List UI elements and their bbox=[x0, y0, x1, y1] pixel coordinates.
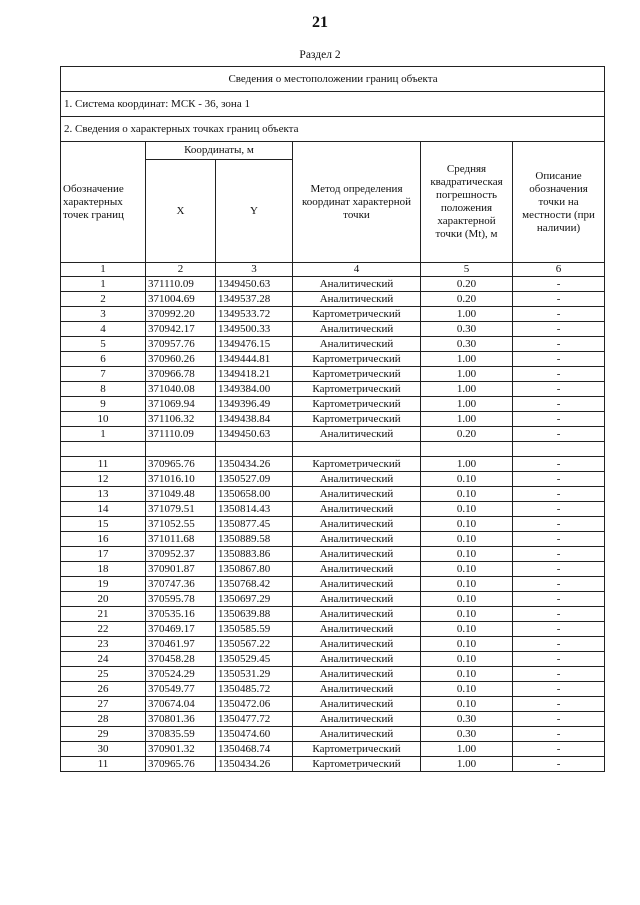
cell-point-number: 19 bbox=[61, 577, 146, 592]
header-x: X bbox=[146, 160, 216, 263]
cell-accuracy: 1.00 bbox=[421, 757, 513, 772]
cell-method: Аналитический bbox=[293, 532, 421, 547]
cell-method bbox=[293, 442, 421, 457]
table-row bbox=[61, 352, 605, 367]
table-row bbox=[61, 532, 605, 547]
cell-method: Аналитический bbox=[293, 577, 421, 592]
table-row bbox=[61, 397, 605, 412]
table-row bbox=[61, 622, 605, 637]
cell-description: - bbox=[513, 637, 605, 652]
cell-point-number: 4 bbox=[61, 322, 146, 337]
table-row bbox=[61, 427, 605, 442]
cell-x: 370965.76 bbox=[146, 457, 216, 472]
table-title: Сведения о местоположении границ объекта bbox=[61, 67, 605, 92]
cell-point-number: 11 bbox=[61, 757, 146, 772]
cell-description: - bbox=[513, 382, 605, 397]
cell-accuracy: 1.00 bbox=[421, 352, 513, 367]
cell-y: 1350531.29 bbox=[216, 667, 293, 682]
cell-y: 1349450.63 bbox=[216, 277, 293, 292]
cell-y: 1349418.21 bbox=[216, 367, 293, 382]
header-designation: Обозначение характерных точек границ bbox=[61, 142, 146, 263]
points-heading-row: 2. Сведения о характерных точках границ объекта bbox=[61, 117, 605, 142]
table-row bbox=[61, 607, 605, 622]
cell-point-number: 21 bbox=[61, 607, 146, 622]
cell-accuracy bbox=[421, 442, 513, 457]
cell-method: Картометрический bbox=[293, 397, 421, 412]
cell-accuracy: 0.20 bbox=[421, 277, 513, 292]
table-row bbox=[61, 292, 605, 307]
page-number: 21 bbox=[312, 14, 328, 31]
cell-accuracy: 0.30 bbox=[421, 337, 513, 352]
cell-accuracy: 0.20 bbox=[421, 427, 513, 442]
cell-description: - bbox=[513, 592, 605, 607]
cell-accuracy: 0.20 bbox=[421, 292, 513, 307]
cell-x: 370595.78 bbox=[146, 592, 216, 607]
column-number: 3 bbox=[216, 263, 293, 277]
cell-description bbox=[513, 442, 605, 457]
cell-method: Аналитический bbox=[293, 337, 421, 352]
cell-point-number: 23 bbox=[61, 637, 146, 652]
cell-x: 370966.78 bbox=[146, 367, 216, 382]
cell-description: - bbox=[513, 397, 605, 412]
cell-y: 1349476.15 bbox=[216, 337, 293, 352]
cell-accuracy: 0.10 bbox=[421, 682, 513, 697]
cell-accuracy: 1.00 bbox=[421, 457, 513, 472]
cell-point-number: 27 bbox=[61, 697, 146, 712]
cell-x: 371052.55 bbox=[146, 517, 216, 532]
cell-description: - bbox=[513, 322, 605, 337]
table-row bbox=[61, 382, 605, 397]
table-row bbox=[61, 562, 605, 577]
cell-y: 1350434.26 bbox=[216, 457, 293, 472]
cell-description: - bbox=[513, 652, 605, 667]
cell-description: - bbox=[513, 412, 605, 427]
cell-y bbox=[216, 442, 293, 457]
cell-x: 371110.09 bbox=[146, 427, 216, 442]
cell-method: Аналитический bbox=[293, 652, 421, 667]
cell-y: 1350468.74 bbox=[216, 742, 293, 757]
cell-description: - bbox=[513, 562, 605, 577]
cell-y: 1350889.58 bbox=[216, 532, 293, 547]
cell-accuracy: 0.10 bbox=[421, 577, 513, 592]
cell-y: 1349438.84 bbox=[216, 412, 293, 427]
cell-accuracy: 1.00 bbox=[421, 412, 513, 427]
cell-y: 1350527.09 bbox=[216, 472, 293, 487]
cell-description: - bbox=[513, 577, 605, 592]
cell-point-number: 26 bbox=[61, 682, 146, 697]
cell-x: 371016.10 bbox=[146, 472, 216, 487]
cell-y: 1350877.45 bbox=[216, 517, 293, 532]
cell-description: - bbox=[513, 607, 605, 622]
cell-description: - bbox=[513, 277, 605, 292]
table-row bbox=[61, 697, 605, 712]
cell-description: - bbox=[513, 622, 605, 637]
column-number-row bbox=[61, 263, 605, 277]
cell-y: 1350867.80 bbox=[216, 562, 293, 577]
cell-method: Аналитический bbox=[293, 667, 421, 682]
table-row bbox=[61, 592, 605, 607]
cell-x: 370461.97 bbox=[146, 637, 216, 652]
cell-point-number: 16 bbox=[61, 532, 146, 547]
cell-method: Аналитический bbox=[293, 727, 421, 742]
table-row bbox=[61, 637, 605, 652]
section-label: Раздел 2 bbox=[299, 49, 341, 61]
cell-y: 1349396.49 bbox=[216, 397, 293, 412]
cell-y: 1350585.59 bbox=[216, 622, 293, 637]
cell-x: 370458.28 bbox=[146, 652, 216, 667]
cell-x: 371110.09 bbox=[146, 277, 216, 292]
cell-accuracy: 0.10 bbox=[421, 667, 513, 682]
cell-accuracy: 0.10 bbox=[421, 487, 513, 502]
cell-description: - bbox=[513, 697, 605, 712]
cell-accuracy: 0.10 bbox=[421, 472, 513, 487]
cell-method: Картометрический bbox=[293, 412, 421, 427]
cell-description: - bbox=[513, 472, 605, 487]
cell-y: 1349384.00 bbox=[216, 382, 293, 397]
cell-description: - bbox=[513, 517, 605, 532]
table-row-separator bbox=[61, 442, 605, 457]
cell-point-number: 30 bbox=[61, 742, 146, 757]
table-row bbox=[61, 652, 605, 667]
table-row bbox=[61, 307, 605, 322]
cell-method: Аналитический bbox=[293, 517, 421, 532]
cell-description: - bbox=[513, 352, 605, 367]
header-method: Метод определения координат характерной точки bbox=[293, 142, 421, 263]
cell-y: 1350474.60 bbox=[216, 727, 293, 742]
cell-y: 1350529.45 bbox=[216, 652, 293, 667]
cell-method: Аналитический bbox=[293, 487, 421, 502]
cell-description: - bbox=[513, 727, 605, 742]
table-row bbox=[61, 667, 605, 682]
cell-x: 371069.94 bbox=[146, 397, 216, 412]
cell-y: 1350697.29 bbox=[216, 592, 293, 607]
cell-accuracy: 0.10 bbox=[421, 532, 513, 547]
cell-x: 370469.17 bbox=[146, 622, 216, 637]
cell-point-number: 15 bbox=[61, 517, 146, 532]
cell-accuracy: 0.10 bbox=[421, 562, 513, 577]
cell-description: - bbox=[513, 667, 605, 682]
cell-point-number: 24 bbox=[61, 652, 146, 667]
cell-method: Картометрический bbox=[293, 742, 421, 757]
cell-description: - bbox=[513, 547, 605, 562]
cell-point-number: 28 bbox=[61, 712, 146, 727]
cell-point-number: 5 bbox=[61, 337, 146, 352]
cell-x: 370992.20 bbox=[146, 307, 216, 322]
cell-point-number bbox=[61, 442, 146, 457]
cell-method: Аналитический bbox=[293, 637, 421, 652]
cell-point-number: 29 bbox=[61, 727, 146, 742]
column-number: 2 bbox=[146, 263, 216, 277]
cell-accuracy: 0.10 bbox=[421, 607, 513, 622]
cell-y: 1350477.72 bbox=[216, 712, 293, 727]
cell-method: Аналитический bbox=[293, 562, 421, 577]
header-coordinates: Координаты, м bbox=[146, 142, 293, 160]
cell-point-number: 1 bbox=[61, 427, 146, 442]
cell-method: Картометрический bbox=[293, 367, 421, 382]
cell-y: 1349500.33 bbox=[216, 322, 293, 337]
cell-x bbox=[146, 442, 216, 457]
table-row bbox=[61, 412, 605, 427]
table-row bbox=[61, 367, 605, 382]
cell-y: 1350814.43 bbox=[216, 502, 293, 517]
cell-point-number: 7 bbox=[61, 367, 146, 382]
cell-x: 370801.36 bbox=[146, 712, 216, 727]
cell-x: 370747.36 bbox=[146, 577, 216, 592]
cell-y: 1350658.00 bbox=[216, 487, 293, 502]
cell-x: 370960.26 bbox=[146, 352, 216, 367]
table-row bbox=[61, 742, 605, 757]
cell-y: 1350567.22 bbox=[216, 637, 293, 652]
table-row bbox=[61, 457, 605, 472]
cell-accuracy: 0.30 bbox=[421, 322, 513, 337]
cell-description: - bbox=[513, 757, 605, 772]
cell-point-number: 20 bbox=[61, 592, 146, 607]
cell-point-number: 18 bbox=[61, 562, 146, 577]
cell-y: 1350434.26 bbox=[216, 757, 293, 772]
cell-description: - bbox=[513, 367, 605, 382]
cell-accuracy: 1.00 bbox=[421, 397, 513, 412]
cell-accuracy: 0.10 bbox=[421, 652, 513, 667]
cell-x: 370524.29 bbox=[146, 667, 216, 682]
cell-x: 371040.08 bbox=[146, 382, 216, 397]
header-description: Описание обозначения точки на местности (при наличии) bbox=[513, 142, 605, 263]
cell-accuracy: 1.00 bbox=[421, 742, 513, 757]
cell-description: - bbox=[513, 457, 605, 472]
cell-method: Картометрический bbox=[293, 757, 421, 772]
table-row bbox=[61, 727, 605, 742]
cell-accuracy: 1.00 bbox=[421, 382, 513, 397]
cell-x: 371011.68 bbox=[146, 532, 216, 547]
cell-description: - bbox=[513, 532, 605, 547]
cell-accuracy: 0.10 bbox=[421, 697, 513, 712]
cell-point-number: 25 bbox=[61, 667, 146, 682]
cell-y: 1349533.72 bbox=[216, 307, 293, 322]
cell-x: 370942.17 bbox=[146, 322, 216, 337]
cell-point-number: 14 bbox=[61, 502, 146, 517]
cell-y: 1349444.81 bbox=[216, 352, 293, 367]
cell-description: - bbox=[513, 292, 605, 307]
cell-x: 370957.76 bbox=[146, 337, 216, 352]
cell-y: 1349537.28 bbox=[216, 292, 293, 307]
cell-x: 371079.51 bbox=[146, 502, 216, 517]
table-row bbox=[61, 517, 605, 532]
cell-y: 1349450.63 bbox=[216, 427, 293, 442]
cell-accuracy: 0.10 bbox=[421, 547, 513, 562]
cell-method: Аналитический bbox=[293, 427, 421, 442]
table-row bbox=[61, 757, 605, 772]
cell-description: - bbox=[513, 307, 605, 322]
cell-method: Аналитический bbox=[293, 472, 421, 487]
table-row bbox=[61, 547, 605, 562]
cell-point-number: 11 bbox=[61, 457, 146, 472]
cell-y: 1350472.06 bbox=[216, 697, 293, 712]
cell-method: Аналитический bbox=[293, 712, 421, 727]
table-row bbox=[61, 487, 605, 502]
cell-x: 371049.48 bbox=[146, 487, 216, 502]
cell-accuracy: 1.00 bbox=[421, 307, 513, 322]
cell-point-number: 6 bbox=[61, 352, 146, 367]
column-number: 4 bbox=[293, 263, 421, 277]
cell-description: - bbox=[513, 712, 605, 727]
cell-accuracy: 0.10 bbox=[421, 637, 513, 652]
cell-x: 370901.32 bbox=[146, 742, 216, 757]
cell-x: 371106.32 bbox=[146, 412, 216, 427]
cell-y: 1350768.42 bbox=[216, 577, 293, 592]
cell-description: - bbox=[513, 742, 605, 757]
cell-method: Аналитический bbox=[293, 607, 421, 622]
column-number: 6 bbox=[513, 263, 605, 277]
header-accuracy: Средняя квадратическая погрешность положения характерной точки (Mt), м bbox=[421, 142, 513, 263]
table-row bbox=[61, 577, 605, 592]
table-row bbox=[61, 682, 605, 697]
cell-description: - bbox=[513, 337, 605, 352]
cell-point-number: 17 bbox=[61, 547, 146, 562]
cell-x: 370674.04 bbox=[146, 697, 216, 712]
cell-description: - bbox=[513, 427, 605, 442]
cell-point-number: 1 bbox=[61, 277, 146, 292]
cell-accuracy: 0.10 bbox=[421, 592, 513, 607]
cell-point-number: 22 bbox=[61, 622, 146, 637]
cell-description: - bbox=[513, 502, 605, 517]
table-row bbox=[61, 322, 605, 337]
cell-y: 1350485.72 bbox=[216, 682, 293, 697]
cell-method: Аналитический bbox=[293, 502, 421, 517]
cell-method: Аналитический bbox=[293, 322, 421, 337]
cell-method: Аналитический bbox=[293, 292, 421, 307]
cell-x: 370535.16 bbox=[146, 607, 216, 622]
boundary-points-table bbox=[60, 66, 605, 772]
table-row bbox=[61, 472, 605, 487]
cell-method: Аналитический bbox=[293, 592, 421, 607]
table-row bbox=[61, 712, 605, 727]
cell-x: 370965.76 bbox=[146, 757, 216, 772]
cell-method: Аналитический bbox=[293, 697, 421, 712]
coord-system-row: 1. Система координат: МСК - 36, зона 1 bbox=[61, 92, 605, 117]
cell-y: 1350883.86 bbox=[216, 547, 293, 562]
cell-point-number: 13 bbox=[61, 487, 146, 502]
cell-x: 370549.77 bbox=[146, 682, 216, 697]
cell-accuracy: 0.10 bbox=[421, 517, 513, 532]
cell-method: Аналитический bbox=[293, 622, 421, 637]
cell-x: 371004.69 bbox=[146, 292, 216, 307]
cell-accuracy: 0.30 bbox=[421, 712, 513, 727]
cell-x: 370835.59 bbox=[146, 727, 216, 742]
cell-method: Картометрический bbox=[293, 352, 421, 367]
cell-point-number: 12 bbox=[61, 472, 146, 487]
cell-accuracy: 1.00 bbox=[421, 367, 513, 382]
cell-method: Картометрический bbox=[293, 382, 421, 397]
cell-y: 1350639.88 bbox=[216, 607, 293, 622]
cell-method: Картометрический bbox=[293, 307, 421, 322]
cell-description: - bbox=[513, 682, 605, 697]
cell-method: Аналитический bbox=[293, 547, 421, 562]
column-number: 5 bbox=[421, 263, 513, 277]
cell-accuracy: 0.10 bbox=[421, 502, 513, 517]
cell-point-number: 8 bbox=[61, 382, 146, 397]
cell-method: Аналитический bbox=[293, 682, 421, 697]
cell-point-number: 2 bbox=[61, 292, 146, 307]
cell-accuracy: 0.10 bbox=[421, 622, 513, 637]
cell-method: Картометрический bbox=[293, 457, 421, 472]
cell-point-number: 3 bbox=[61, 307, 146, 322]
cell-point-number: 10 bbox=[61, 412, 146, 427]
table-row bbox=[61, 337, 605, 352]
header-y: Y bbox=[216, 160, 293, 263]
cell-x: 370901.87 bbox=[146, 562, 216, 577]
table-row bbox=[61, 502, 605, 517]
table-row bbox=[61, 277, 605, 292]
cell-point-number: 9 bbox=[61, 397, 146, 412]
cell-x: 370952.37 bbox=[146, 547, 216, 562]
cell-method: Аналитический bbox=[293, 277, 421, 292]
cell-accuracy: 0.30 bbox=[421, 727, 513, 742]
column-number: 1 bbox=[61, 263, 146, 277]
cell-description: - bbox=[513, 487, 605, 502]
